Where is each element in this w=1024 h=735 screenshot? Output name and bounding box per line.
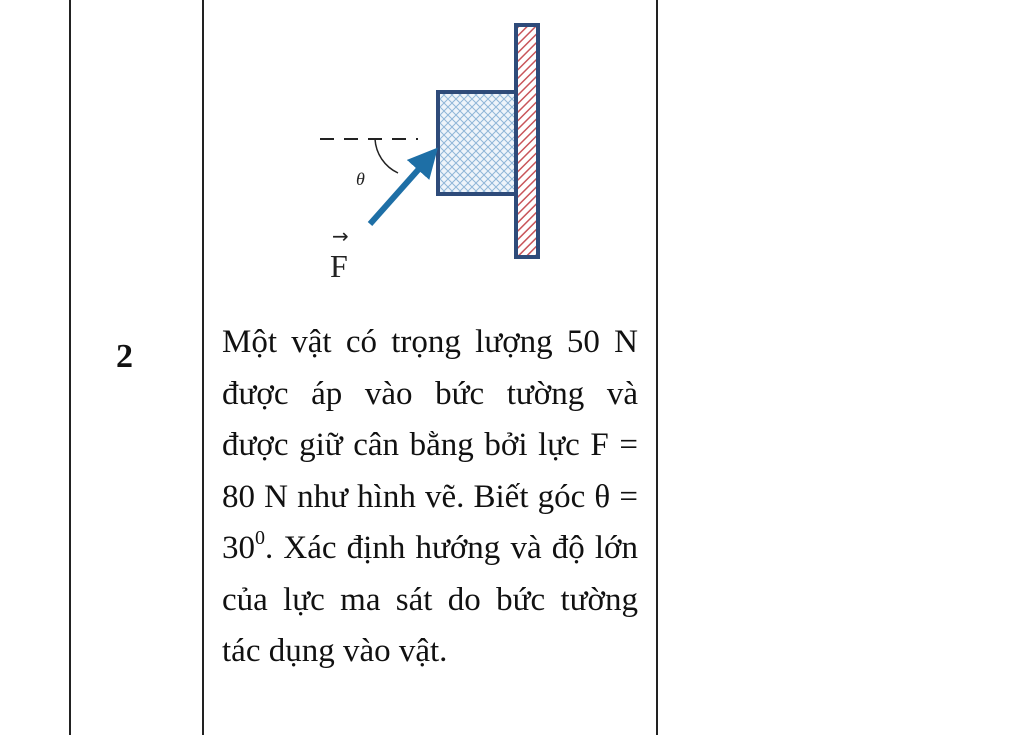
block [438, 92, 516, 194]
problem-text-after: . Xác định hướng và độ lớn của lực ma sát do bức tường tác dụng vào vật. [222, 530, 638, 669]
problem-text-before: Một vật có trọng lượng 50 N được áp vào bức tường và được giữ cân bằng bởi lực F = 80 N như hình vẽ. Biết góc θ = 30 [222, 324, 638, 566]
force-label: F [330, 248, 348, 284]
row-number: 2 [116, 338, 133, 375]
wall [516, 25, 538, 257]
table-border-middle [202, 0, 204, 735]
angle-theta-label: θ [356, 169, 365, 189]
force-diagram [300, 15, 560, 295]
table-border-right [656, 0, 658, 735]
force-arrow [370, 152, 434, 224]
force-vector-mark: → [332, 224, 349, 248]
table-border-left [69, 0, 71, 735]
degree-superscript: 0 [255, 527, 265, 549]
angle-arc [375, 139, 398, 173]
problem-statement [222, 317, 638, 678]
